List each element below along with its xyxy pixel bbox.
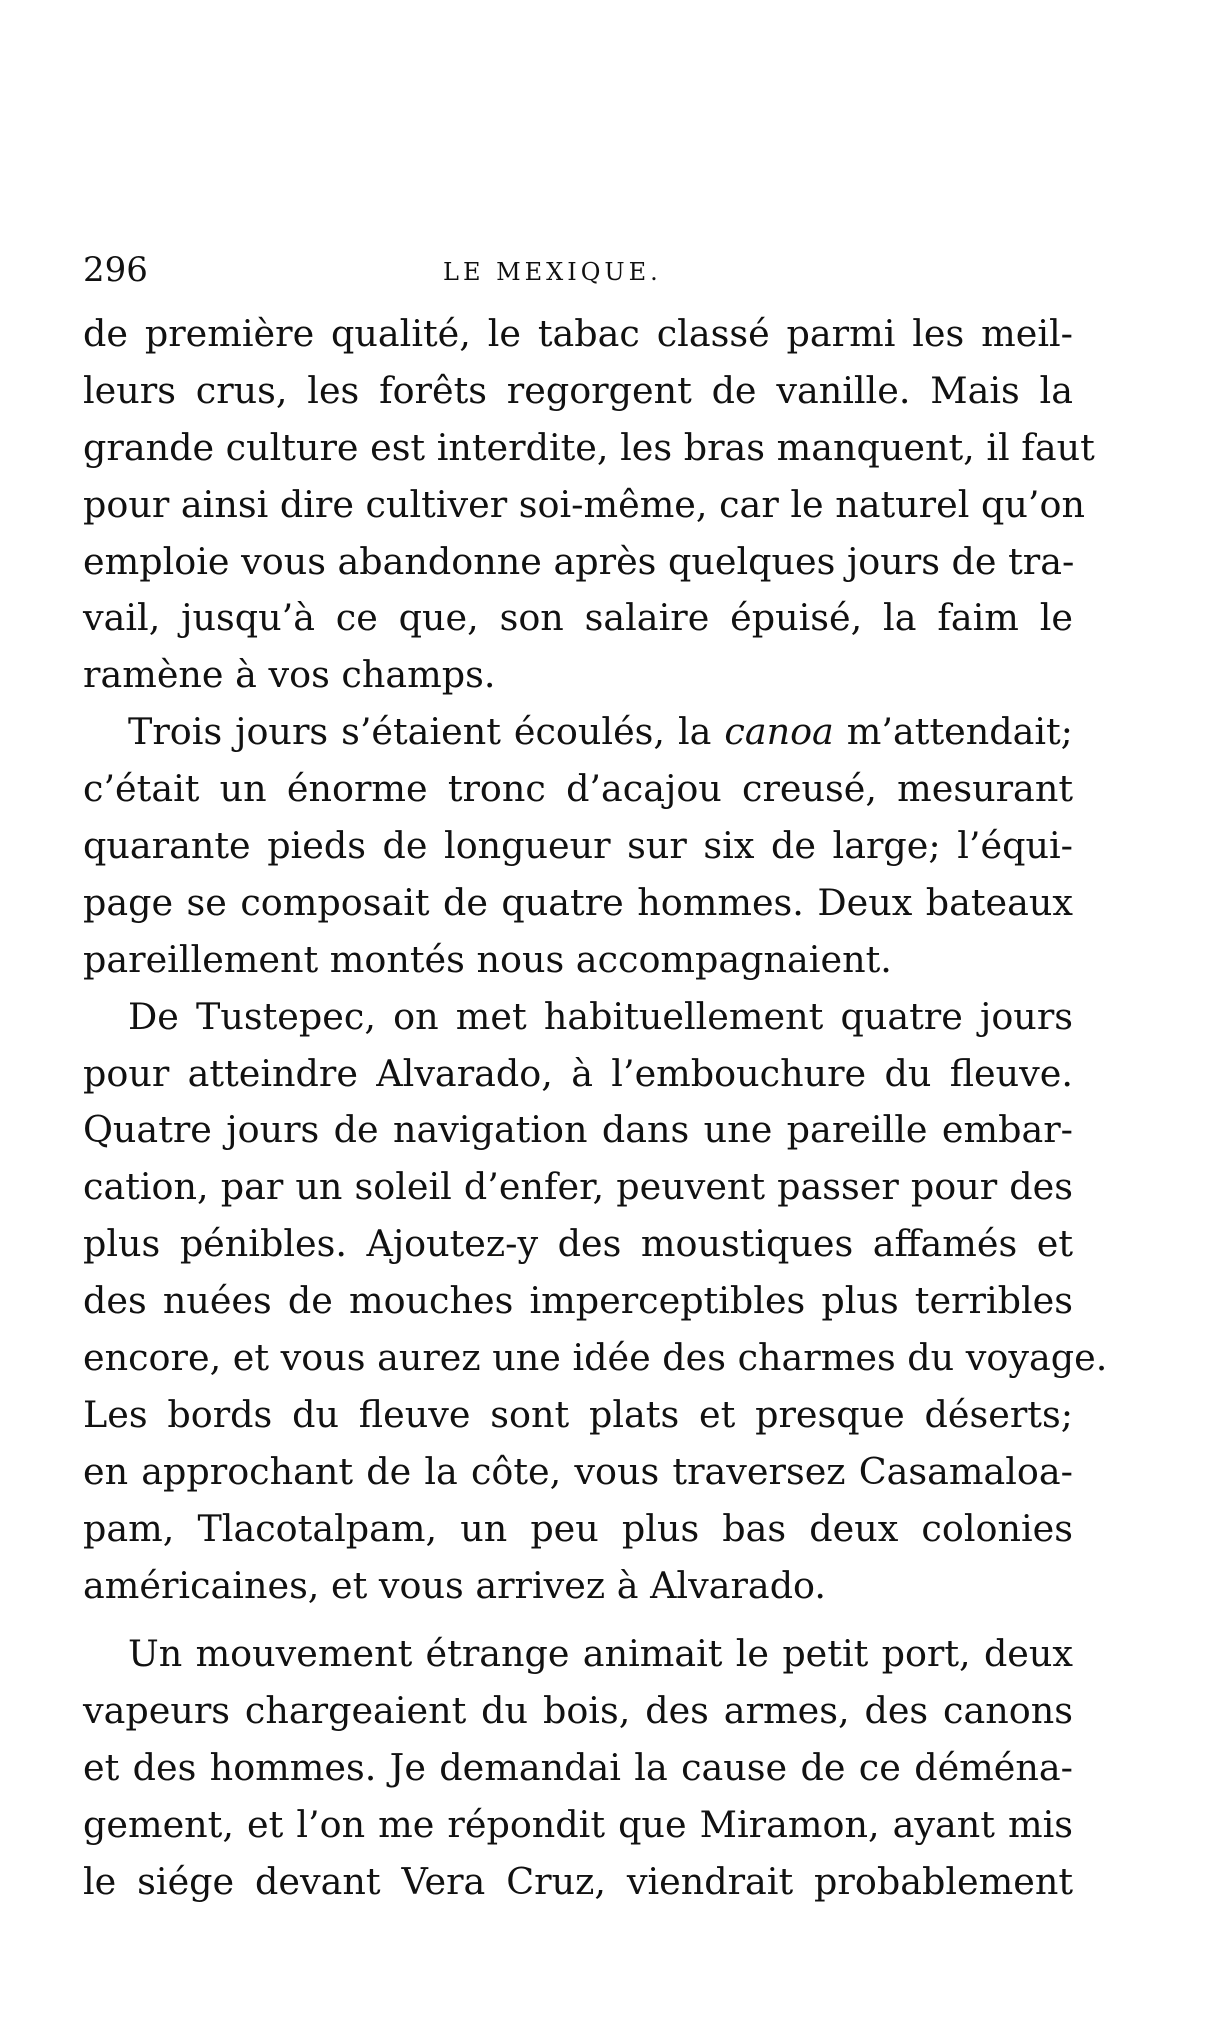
running-title: LE MEXIQUE. [443,258,662,286]
text-line: américaines, et vous arrivez à Alvarado. [83,1563,826,1607]
text-line: pour ainsi dire cultiver soi-même, car le naturel qu’on [83,482,1085,526]
text-line: De Tustepec, on met habituellement quatre jours [128,994,1073,1038]
text-line: pam, Tlacotalpam, un peu plus bas deux colonies [83,1506,1073,1550]
text-line: quarante pieds de longueur sur six de large; l’équi- [83,824,1073,868]
text-line: pareillement montés nous accompagnaient. [83,937,892,981]
text-line: et des hommes. Je demandai la cause de ce déména- [83,1746,1073,1790]
text-line: le siége devant Vera Cruz, viendrait probablement [83,1860,1073,1904]
text-line: grande culture est interdite, les bras manquent, il faut [83,425,1095,469]
page-number: 296 [83,250,148,290]
text-line: leurs crus, les forêts regorgent de vanille. Mais la [83,368,1073,412]
text-line: ramène à vos champs. [83,653,496,697]
text-line: des nuées de mouches imperceptibles plus terribles [83,1279,1073,1323]
paragraph-3 [83,989,1108,1615]
text-line: c’était un énorme tronc d’acajou creusé, mesurant [83,767,1073,811]
italic-word: canoa [724,710,834,754]
text-line: gement, et l’on me répondit que Miramon, ayant mis [83,1803,1073,1847]
text-line: Quatre jours de navigation dans une pareille embar- [83,1108,1073,1152]
body-text [83,306,1108,1911]
text-line [83,704,1073,761]
text-line: pour atteindre Alvarado, à l’embouchure du fleuve. [83,1051,1073,1095]
text-line: encore, et vous aurez une idée des charmes du voyage. [83,1336,1108,1380]
text-line: Un mouvement étrange animait le petit port, deux [128,1632,1073,1676]
text-line: Les bords du fleuve sont plats et presque déserts; [83,1392,1073,1436]
text-line: page se composait de quatre hommes. Deux bateaux [83,880,1073,924]
running-head [83,250,1083,290]
paragraph-1 [83,306,1095,704]
text-line: de première qualité, le tabac classé parmi les meil- [83,312,1073,355]
text-line: en approchant de la côte, vous traversez Casamaloa- [83,1449,1073,1493]
text-segment: m’attendait; [846,710,1073,754]
text-segment: Trois jours s’étaient écoulés, la [128,710,712,754]
text-line: cation, par un soleil d’enfer, peuvent passer pour des [83,1165,1073,1209]
text-line: emploie vous abandonne après quelques jours de tra- [83,539,1075,583]
text-line: vapeurs chargeaient du bois, des armes, des canons [83,1689,1073,1733]
text-line: plus pénibles. Ajoutez-y des moustiques affamés et [83,1222,1073,1266]
paragraph-4 [83,1626,1073,1910]
text-line: vail, jusqu’à ce que, son salaire épuisé, la faim le [83,596,1073,640]
paragraph-gap [83,1614,1073,1626]
paragraph-2 [83,704,1073,988]
